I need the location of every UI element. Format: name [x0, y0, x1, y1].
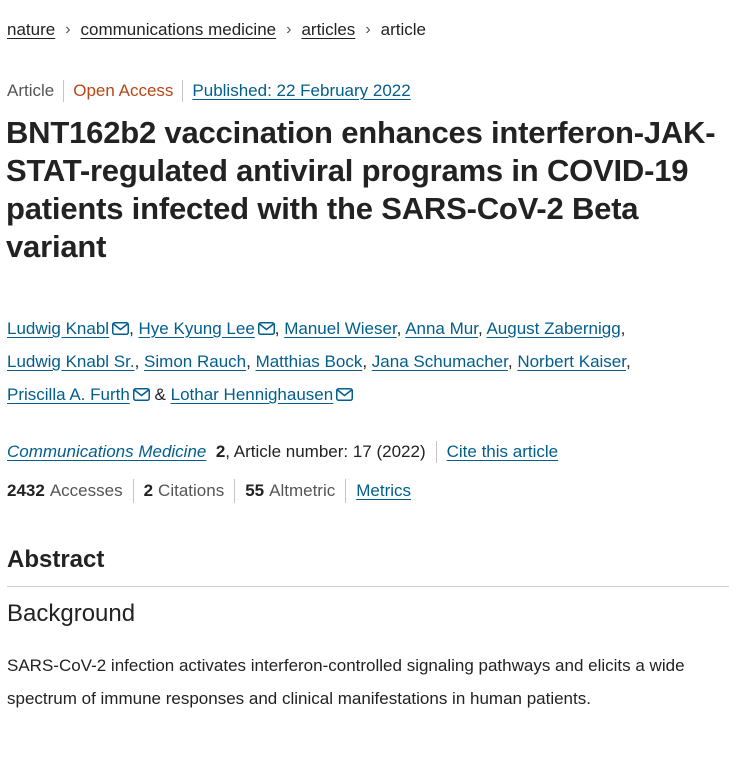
accesses-label: Accesses — [49, 481, 123, 500]
author-link[interactable]: Norbert Kaiser — [517, 352, 626, 371]
journal-name-link[interactable]: Communications Medicine — [7, 442, 207, 461]
author-link[interactable]: Manuel Wieser — [284, 319, 397, 338]
article-type: Article — [7, 81, 55, 100]
author-link[interactable]: Jana Schumacher — [371, 352, 508, 371]
author-link[interactable]: Priscilla A. Furth — [7, 385, 130, 404]
author-link[interactable]: Ludwig Knabl Sr. — [7, 352, 135, 371]
author-link[interactable]: Matthias Bock — [255, 352, 363, 371]
section-divider — [7, 586, 729, 587]
breadcrumb — [7, 20, 426, 40]
divider — [234, 479, 235, 503]
journal-info — [7, 441, 558, 463]
abstract-paragraph: SARS-CoV-2 infection activates interferon-controlled signaling pathways and elicits a wide spectrum of immune responses and clinical manifestations in human patients. — [7, 656, 685, 708]
altmetric-count: 55 — [245, 481, 265, 500]
author-link[interactable]: Simon Rauch — [144, 352, 247, 371]
breadcrumb-separator: › — [365, 21, 371, 38]
background-subheading: Background — [7, 600, 136, 627]
breadcrumb-link-communications-medicine[interactable]: communications medicine — [80, 20, 277, 39]
divider — [133, 479, 134, 503]
article-meta — [7, 80, 411, 102]
author-link[interactable]: August Zabernigg — [486, 319, 621, 338]
author-list: Ludwig Knabl , Hye Kyung Lee , Manuel Wieser, Anna Mur, August Zabernigg, Ludwig Knabl Sr., Simon Rauch, Matthias Bock, Jana Schumacher, Norbert Kaiser, Priscilla A. Furth & Lothar Hennighausen — [7, 319, 631, 404]
divider — [63, 80, 64, 102]
divider — [345, 479, 346, 503]
citations-label: Citations — [158, 481, 225, 500]
open-access-label: Open Access — [73, 81, 174, 100]
mail-icon[interactable] — [258, 322, 275, 335]
metrics-link[interactable]: Metrics — [356, 481, 412, 500]
divider — [182, 80, 183, 102]
breadcrumb-separator: › — [286, 21, 292, 38]
altmetric-label: Altmetric — [269, 481, 336, 500]
article-title: BNT162b2 vaccination enhances interferon-JAK-STAT-regulated antiviral programs in COVID-19 patients infected with the SARS-CoV-2 Beta variant — [6, 115, 716, 264]
accesses-count: 2432 — [7, 481, 45, 500]
mail-icon[interactable] — [112, 322, 129, 335]
author-link[interactable]: Lothar Hennighausen — [170, 385, 334, 404]
breadcrumb-current: article — [380, 20, 426, 39]
divider — [436, 441, 437, 463]
published-date-link[interactable]: Published: 22 February 2022 — [192, 81, 411, 100]
mail-icon[interactable] — [336, 388, 353, 401]
author-link[interactable]: Hye Kyung Lee — [138, 319, 255, 338]
citations-count: 2 — [143, 481, 154, 500]
article-number: , Article number: 17 (2022) — [225, 442, 426, 461]
cite-article-link[interactable]: Cite this article — [446, 442, 559, 461]
abstract-heading: Abstract — [7, 546, 105, 573]
breadcrumb-separator: › — [65, 21, 71, 38]
author-link[interactable]: Anna Mur — [405, 319, 478, 338]
author-link[interactable]: Ludwig Knabl — [7, 319, 110, 338]
author-conjunction: & — [154, 385, 166, 404]
article-metrics — [7, 479, 411, 503]
breadcrumb-link-nature[interactable]: nature — [7, 20, 56, 39]
mail-icon[interactable] — [133, 388, 150, 401]
journal-volume: 2 — [215, 442, 226, 461]
breadcrumb-link-articles[interactable]: articles — [301, 20, 356, 39]
